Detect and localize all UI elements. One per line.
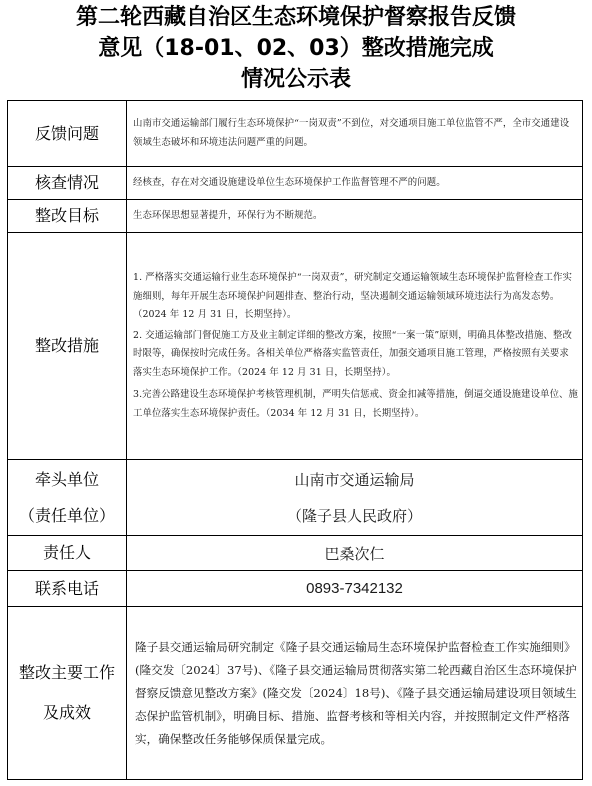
title-line-3: 情况公示表 <box>240 67 351 92</box>
label-phone: 联系电话 <box>8 571 127 607</box>
row-result <box>8 607 583 780</box>
row-verify <box>8 167 583 200</box>
row-phone <box>8 571 583 607</box>
label-person: 责任人 <box>8 536 127 571</box>
measure-item-2: 2. 交通运输部门督促施工方及业主制定详细的整改方案，按照“一案一策”原则，明确具体整改措施、整改时限等，确保按时完成任务。各相关单位严格落实监管责任，加强交通项目施工管理，严格按照有关要求落实生态环境保护工作。（2024 年 12 月 31 日，长期坚持）。 <box>133 329 572 378</box>
row-measures <box>8 233 583 460</box>
value-verify: 经核查，存在对交通设施建设单位生态环境保护工作监督管理不严的问题。 <box>127 167 583 200</box>
label-lead-line1: 牵头单位 <box>34 469 99 489</box>
value-goal: 生态环保思想显著提升，环保行为不断规范。 <box>127 200 583 233</box>
measure-item-3: 3.完善公路建设生态环境保护考核管理机制，严明失信惩戒、资金扣减等措施，倒逼交通设施建设单位、施工单位落实生态环境保护责任。（2034 年 12 月 31 日，长期坚持）。 <box>133 389 578 419</box>
label-result <box>8 607 127 780</box>
label-result-line2: 及成效 <box>42 703 91 722</box>
value-result: 隆子县交通运输局研究制定《隆子县交通运输局生态环境保护监督检查工作实施细则》(隆交发〔2024〕37号)、《隆子县交通运输局贯彻落实第二轮西藏自治区生态环境保护督察反馈意见整改方案》(隆交发〔2024〕18号)、《隆子县交通运输局建设项目领域生态保护监管机制》，明确目标、措施、监督考核和等相关内容，并按照制定文件严格落实，确保整改任务能够保质保量完成。 <box>127 607 583 780</box>
label-verify: 核查情况 <box>8 167 127 200</box>
value-person: 巴桑次仁 <box>127 536 583 571</box>
title-line-1: 第二轮西藏自治区生态环境保护督察报告反馈 <box>75 5 516 30</box>
label-feedback: 反馈问题 <box>8 101 127 167</box>
value-phone: 0893-7342132 <box>127 571 583 607</box>
label-measures: 整改措施 <box>8 233 127 460</box>
lead-unit: 山南市交通运输局 <box>294 470 415 489</box>
value-feedback: 山南市交通运输部门履行生态环境保护“一岗双责”不到位，对交通项目施工单位监管不严，全市交通建设领域生态破坏和环境违法问题严重的问题。 <box>127 101 583 167</box>
page-title <box>0 2 592 95</box>
label-lead <box>8 460 127 536</box>
rectification-table <box>7 100 583 780</box>
responsible-unit: （隆子县人民政府） <box>286 506 422 525</box>
value-measures <box>127 233 583 460</box>
label-result-line1: 整改主要工作 <box>18 663 115 682</box>
value-lead <box>127 460 583 536</box>
title-line-2: 意见（18-01、02、03）整改措施完成 <box>98 36 494 61</box>
measure-item-1: 1. 严格落实交通运输行业生态环境保护“一岗双责”，研究制定交通运输领域生态环境保护监督检查工作实施细则，每年开展生态环境保护问题排查、整治行动，坚决遏制交通运输领域环境违法行为高发态势。（2024 年 12 月 31 日，长期坚持）。 <box>133 272 572 320</box>
row-lead <box>8 460 583 536</box>
row-feedback <box>8 101 583 167</box>
row-person <box>8 536 583 571</box>
label-goal: 整改目标 <box>8 200 127 233</box>
label-lead-line2: （责任单位） <box>18 505 115 525</box>
row-goal <box>8 200 583 233</box>
